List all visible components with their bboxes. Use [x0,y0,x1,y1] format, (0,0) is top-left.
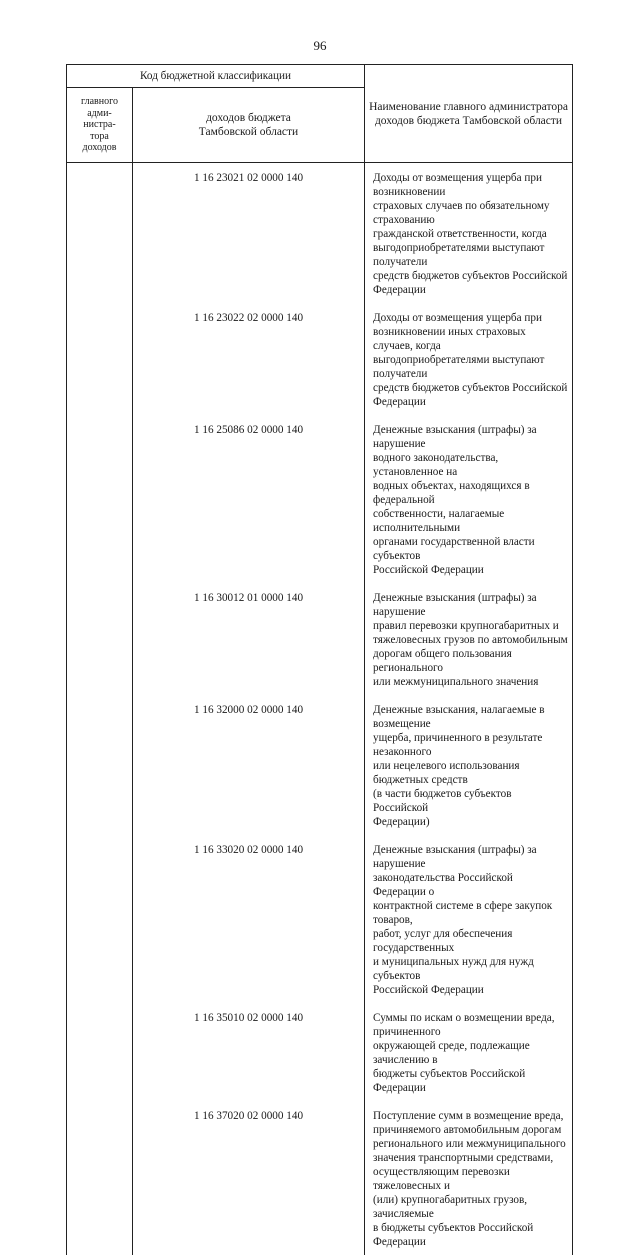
table-row [67,695,573,835]
table-row [67,1003,573,1101]
income-name-line: Денежные взыскания (штрафы) за нарушение [373,591,568,619]
income-name-line: окружающей среде, подлежащие зачислению в [373,1039,568,1067]
income-name-cell [365,163,573,304]
admin-code-cell [67,835,133,1003]
table-row [67,583,573,695]
income-name-line: значения транспортными средствами, [373,1151,568,1165]
table-row [67,163,573,304]
table-row [67,303,573,415]
income-name-line: работ, услуг для обеспечения государственных [373,927,568,955]
admin-code-cell [67,415,133,583]
income-name-line: (в части бюджетов субъектов Российской [373,787,568,815]
income-name-line: причиняемого автомобильным дорогам [373,1123,568,1137]
income-code-cell: 1 16 35010 02 0000 140 [133,1003,365,1101]
income-name-line: Российской Федерации [373,983,568,997]
income-name-line: Поступление сумм в возмещение вреда, [373,1109,568,1123]
income-name-line: регионального или межмуниципального [373,1137,568,1151]
income-name-line: Российской Федерации [373,563,568,577]
admin-code-cell [67,1101,133,1255]
income-name-line: Доходы от возмещения ущерба при возникновении [373,171,568,199]
header-income-line: Тамбовской области [133,125,364,139]
admin-code-cell [67,695,133,835]
income-name-line: возникновении иных страховых случаев, когда [373,325,568,353]
header-chief-admin [67,88,133,163]
income-name-line: осуществляющим перевозки тяжеловесных и [373,1165,568,1193]
income-name-line: собственности, налагаемые исполнительными [373,507,568,535]
income-name-line: Денежные взыскания (штрафы) за нарушение [373,423,568,451]
income-name-line: Денежные взыскания (штрафы) за нарушение [373,843,568,871]
income-name-line: дорогам общего пользования регионального [373,647,568,675]
income-name-cell [365,695,573,835]
header-income-line: доходов бюджета [133,111,364,125]
admin-code-cell [67,303,133,415]
income-name-line: в бюджеты субъектов Российской Федерации [373,1221,568,1249]
page-number: 96 [0,38,640,54]
income-name-cell [365,303,573,415]
header-group-title: Код бюджетной классификации [67,65,365,88]
income-name-line: выгодоприобретателями выступают получатели [373,241,568,269]
income-name-line: средств бюджетов субъектов Российской Федерации [373,269,568,297]
income-name-cell [365,583,573,695]
budget-income-table [66,64,573,1255]
admin-code-cell [67,163,133,304]
income-code-cell: 1 16 30012 01 0000 140 [133,583,365,695]
income-name-line: или межмуниципального значения [373,675,568,689]
income-name-line: средств бюджетов субъектов Российской [373,381,568,395]
header-income [133,88,365,163]
table-row [67,415,573,583]
income-name-line: бюджеты субъектов Российской Федерации [373,1067,568,1095]
income-name-line: Доходы от возмещения ущерба при [373,311,568,325]
income-name-cell [365,1101,573,1255]
income-name-line: Федерации) [373,815,568,829]
table-row [67,1101,573,1255]
income-name-line: водного законодательства, установленное на [373,451,568,479]
income-name-line: (или) крупногабаритных грузов, зачисляемые [373,1193,568,1221]
header-chief-admin-line: главного [67,96,132,108]
income-name-line: и муниципальных нужд для нужд субъектов [373,955,568,983]
income-code-cell: 1 16 23021 02 0000 140 [133,163,365,304]
income-name-cell [365,1003,573,1101]
header-chief-admin-line: тора [67,131,132,143]
income-code-cell: 1 16 33020 02 0000 140 [133,835,365,1003]
income-name-line: тяжеловесных грузов по автомобильным [373,633,568,647]
income-name-line: выгодоприобретателями выступают получатели [373,353,568,381]
income-name-line: водных объектах, находящихся в федеральной [373,479,568,507]
header-chief-admin-line: нистра- [67,119,132,131]
admin-code-cell [67,583,133,695]
header-admin-name-line: Наименование главного администратора [365,100,572,114]
header-chief-admin-line: доходов [67,142,132,154]
admin-code-cell [67,1003,133,1101]
income-name-line: Денежные взыскания, налагаемые в возмещение [373,703,568,731]
income-code-cell: 1 16 32000 02 0000 140 [133,695,365,835]
income-name-line: правил перевозки крупногабаритных и [373,619,568,633]
income-name-line: органами государственной власти субъектов [373,535,568,563]
header-admin-name [365,65,573,163]
income-name-cell [365,415,573,583]
income-name-line: ущерба, причиненного в результате незаконного [373,731,568,759]
header-admin-name-line: доходов бюджета Тамбовской области [365,114,572,128]
income-name-line: контрактной системе в сфере закупок товаров, [373,899,568,927]
income-name-line: Суммы по искам о возмещении вреда, причиненного [373,1011,568,1039]
income-name-cell [365,835,573,1003]
income-name-line: гражданской ответственности, когда [373,227,568,241]
header-chief-admin-line: адми- [67,108,132,120]
income-name-line: или нецелевого использования бюджетных средств [373,759,568,787]
table-row [67,835,573,1003]
income-code-cell: 1 16 37020 02 0000 140 [133,1101,365,1255]
income-name-line: законодательства Российской Федерации о [373,871,568,899]
income-name-line: страховых случаев по обязательному страхованию [373,199,568,227]
table-body [67,163,573,1255]
income-code-cell: 1 16 25086 02 0000 140 [133,415,365,583]
income-name-line: Федерации [373,395,568,409]
income-code-cell: 1 16 23022 02 0000 140 [133,303,365,415]
